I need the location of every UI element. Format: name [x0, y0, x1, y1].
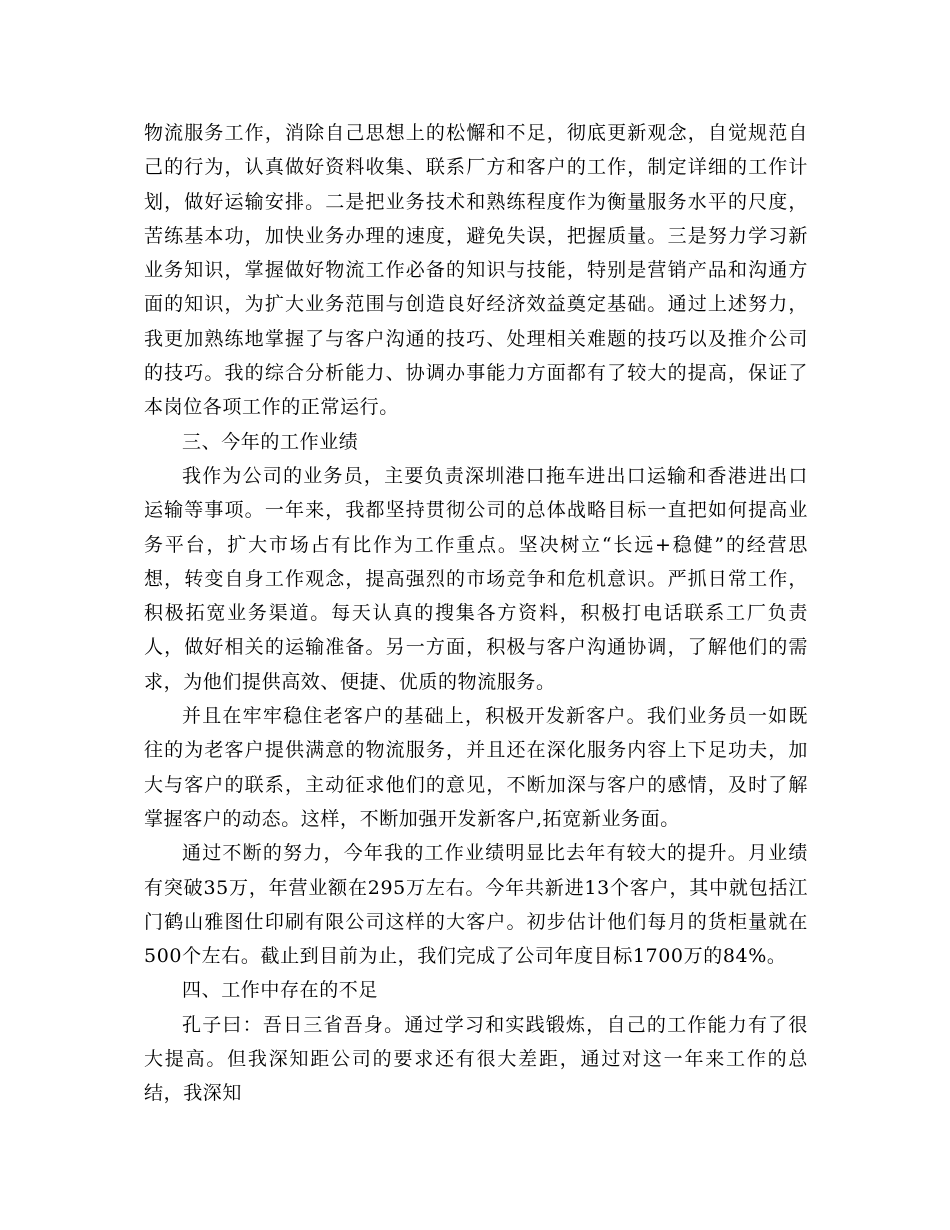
paragraph-results: 通过不断的努力，今年我的工作业绩明显比去年有较大的提升。月业绩有突破35万，年营业额在295万左右。今年共新进13个客户，其中就包括江门鹤山雅图仕印刷有限公司这样的大客户。初步估计他们每月的货柜量就在500个左右。截止到目前为止，我们完成了公司年度目标1700万的84%。 — [144, 842, 808, 968]
section-heading-achievements: 三、今年的工作业绩 — [182, 430, 359, 453]
paragraph-self-reflection: 孔子曰：吾日三省吾身。通过学习和实践锻炼，自己的工作能力有了很大提高。但我深知距公司的要求还有很大差距，通过对这一年来工作的总结，我深知 — [144, 1013, 808, 1105]
paragraph-new-customers: 并且在牢牢稳住老客户的基础上，积极开发新客户。我们业务员一如既往的为老客户提供满意的物流服务，并且还在深化服务内容上下足功夫，加大与客户的联系，主动征求他们的意见，不断加深与客户的感情，及时了解掌握客户的动态。这样，不断加强开发新客户,拓宽新业务面。 — [144, 705, 808, 830]
document-body — [144, 116, 808, 1111]
paragraph-continuation: 物流服务工作，消除自己思想上的松懈和不足，彻底更新观念，自觉规范自己的行为，认真做好资料收集、联系厂方和客户的工作，制定详细的工作计划，做好运输安排。二是把业务技术和熟练程度作为衡量服务水平的尺度，苦练基本功，加快业务办理的速度，避免失误，把握质量。三是努力学习新业务知识，掌握做好物流工作必备的知识与技能，特别是营销产品和沟通方面的知识，为扩大业务范围与创造良好经济效益奠定基础。通过上述努力，我更加熟练地掌握了与客户沟通的技巧、处理相关难题的技巧以及推介公司的技巧。我的综合分析能力、协调办事能力方面都有了较大的提高，保证了本岗位各项工作的正常运行。 — [144, 122, 808, 419]
section-heading-shortcomings: 四、工作中存在的不足 — [182, 979, 379, 1002]
paragraph-responsibilities: 我作为公司的业务员，主要负责深圳港口拖车进出口运输和香港进出口运输等事项。一年来，我都坚持贯彻公司的总体战略目标一直把如何提高业务平台，扩大市场占有比作为工作重点。坚决树立“长远+稳健”的经营思想，转变自身工作观念，提高强烈的市场竞争和危机意识。严抓日常工作，积极拓宽业务渠道。每天认真的搜集各方资料，积极打电话联系工厂负责人，做好相关的运输准备。另一方面，积极与客户沟通协调，了解他们的需求，为他们提供高效、便捷、优质的物流服务。 — [144, 464, 808, 693]
